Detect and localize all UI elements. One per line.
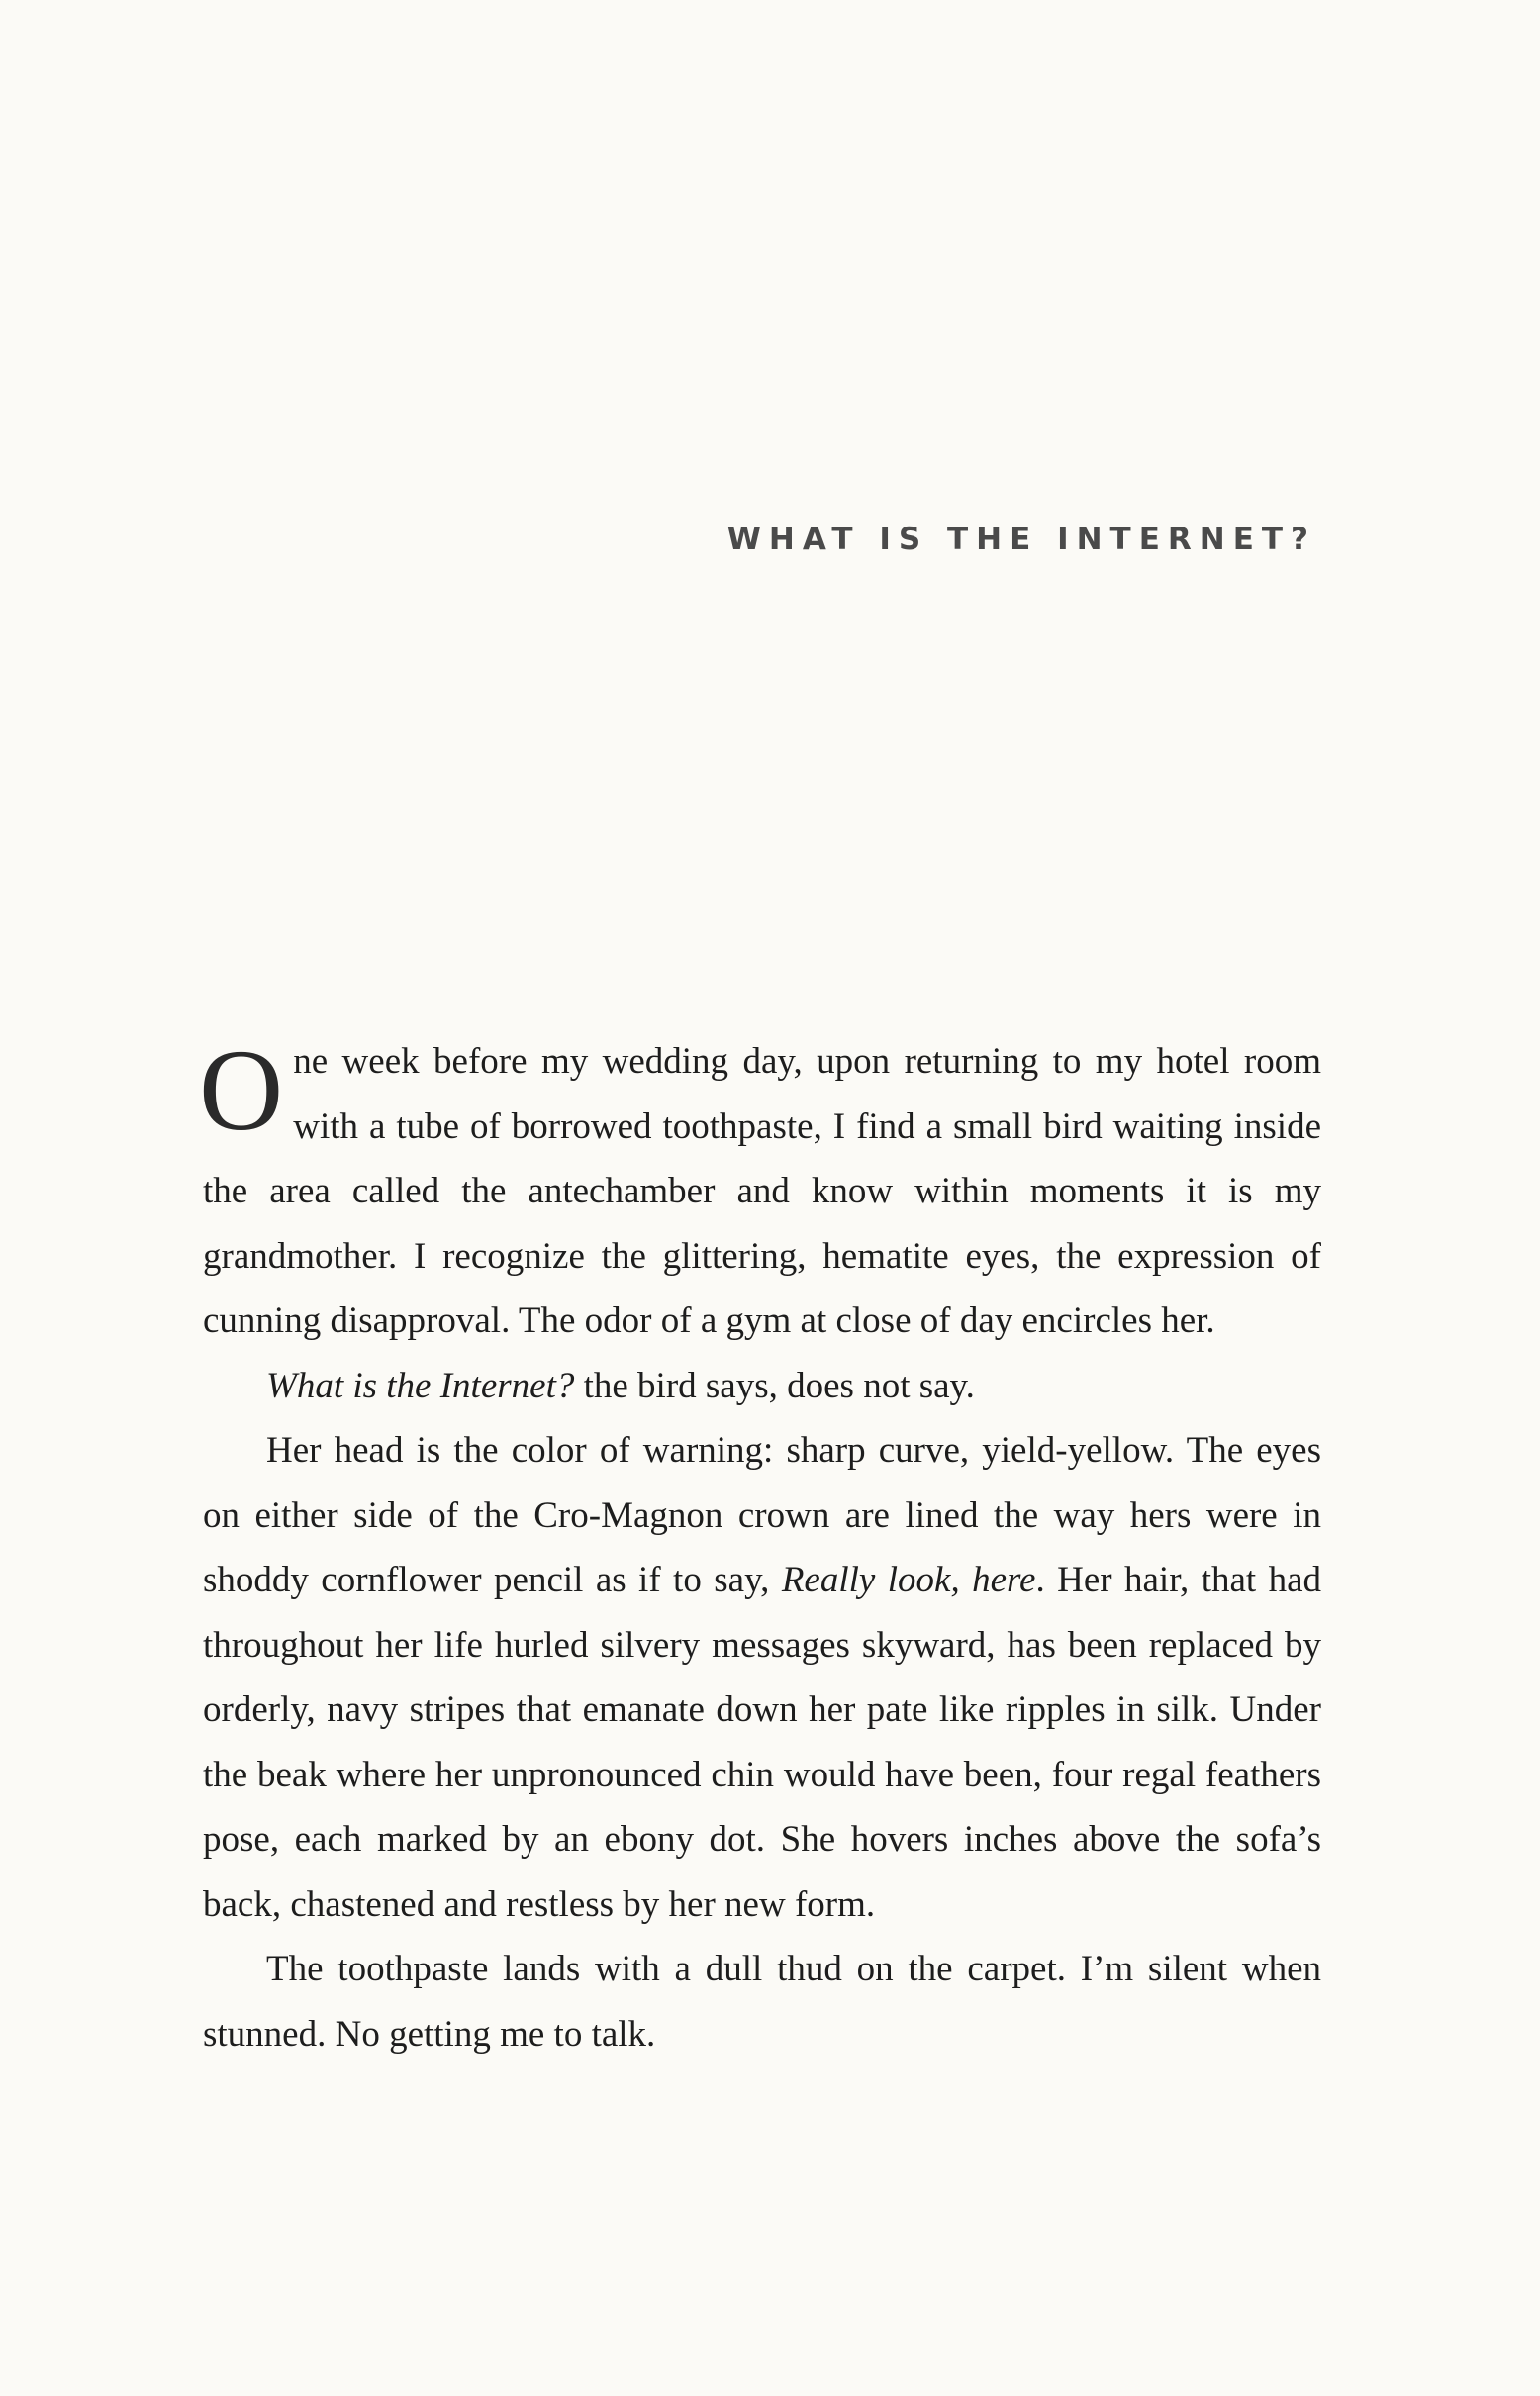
- paragraph-1: [199, 1025, 1321, 1354]
- chapter-title: WHAT IS THE INTERNET?: [726, 522, 1316, 557]
- drop-cap: O: [199, 1025, 284, 1155]
- paragraph-3-text-a: Her head is the color of warning: sharp curve, yield-yellow. The eyes on either side of the Cro-Magnon crown are lined the way hers were in shoddy cornflower pencil as if to say,: [203, 1430, 1321, 1600]
- paragraph-2-text: the bird says, does not say.: [574, 1365, 975, 1406]
- paragraph-4-text: The toothpaste lands with a dull thud on the carpet. I’m silent when stunned. No getting me to talk.: [203, 1949, 1321, 2055]
- paragraph-2: [203, 1354, 1321, 1419]
- paragraph-3-italic: Really look, here: [781, 1560, 1036, 1600]
- paragraph-3: [203, 1418, 1321, 1937]
- paragraph-3-text-b: . Her hair, that had throughout her life hurled silvery messages skyward, has been replaced by orderly, navy stripes that emanate down her pate like ripples in silk. Under the beak where her unpronounced chin would have been, four regal feathers pose, each marked by an ebony dot. She hovers inches above the sofa’s back, chastened and restless by her new form.: [203, 1560, 1321, 1925]
- paragraph-1-text: ne week before my wedding day, upon returning to my hotel room with a tube of borrowed toothpaste, I find a small bird waiting inside the area called the antechamber and know within moments it is my grandmother. I recognize the glittering, hematite eyes, the expression of cunning disapproval. The odor of a gym at close of day encircles her.: [203, 1041, 1321, 1341]
- paragraph-2-italic: What is the Internet?: [266, 1365, 575, 1406]
- body-text: [199, 1025, 1321, 2066]
- paragraph-4: [203, 1937, 1321, 2066]
